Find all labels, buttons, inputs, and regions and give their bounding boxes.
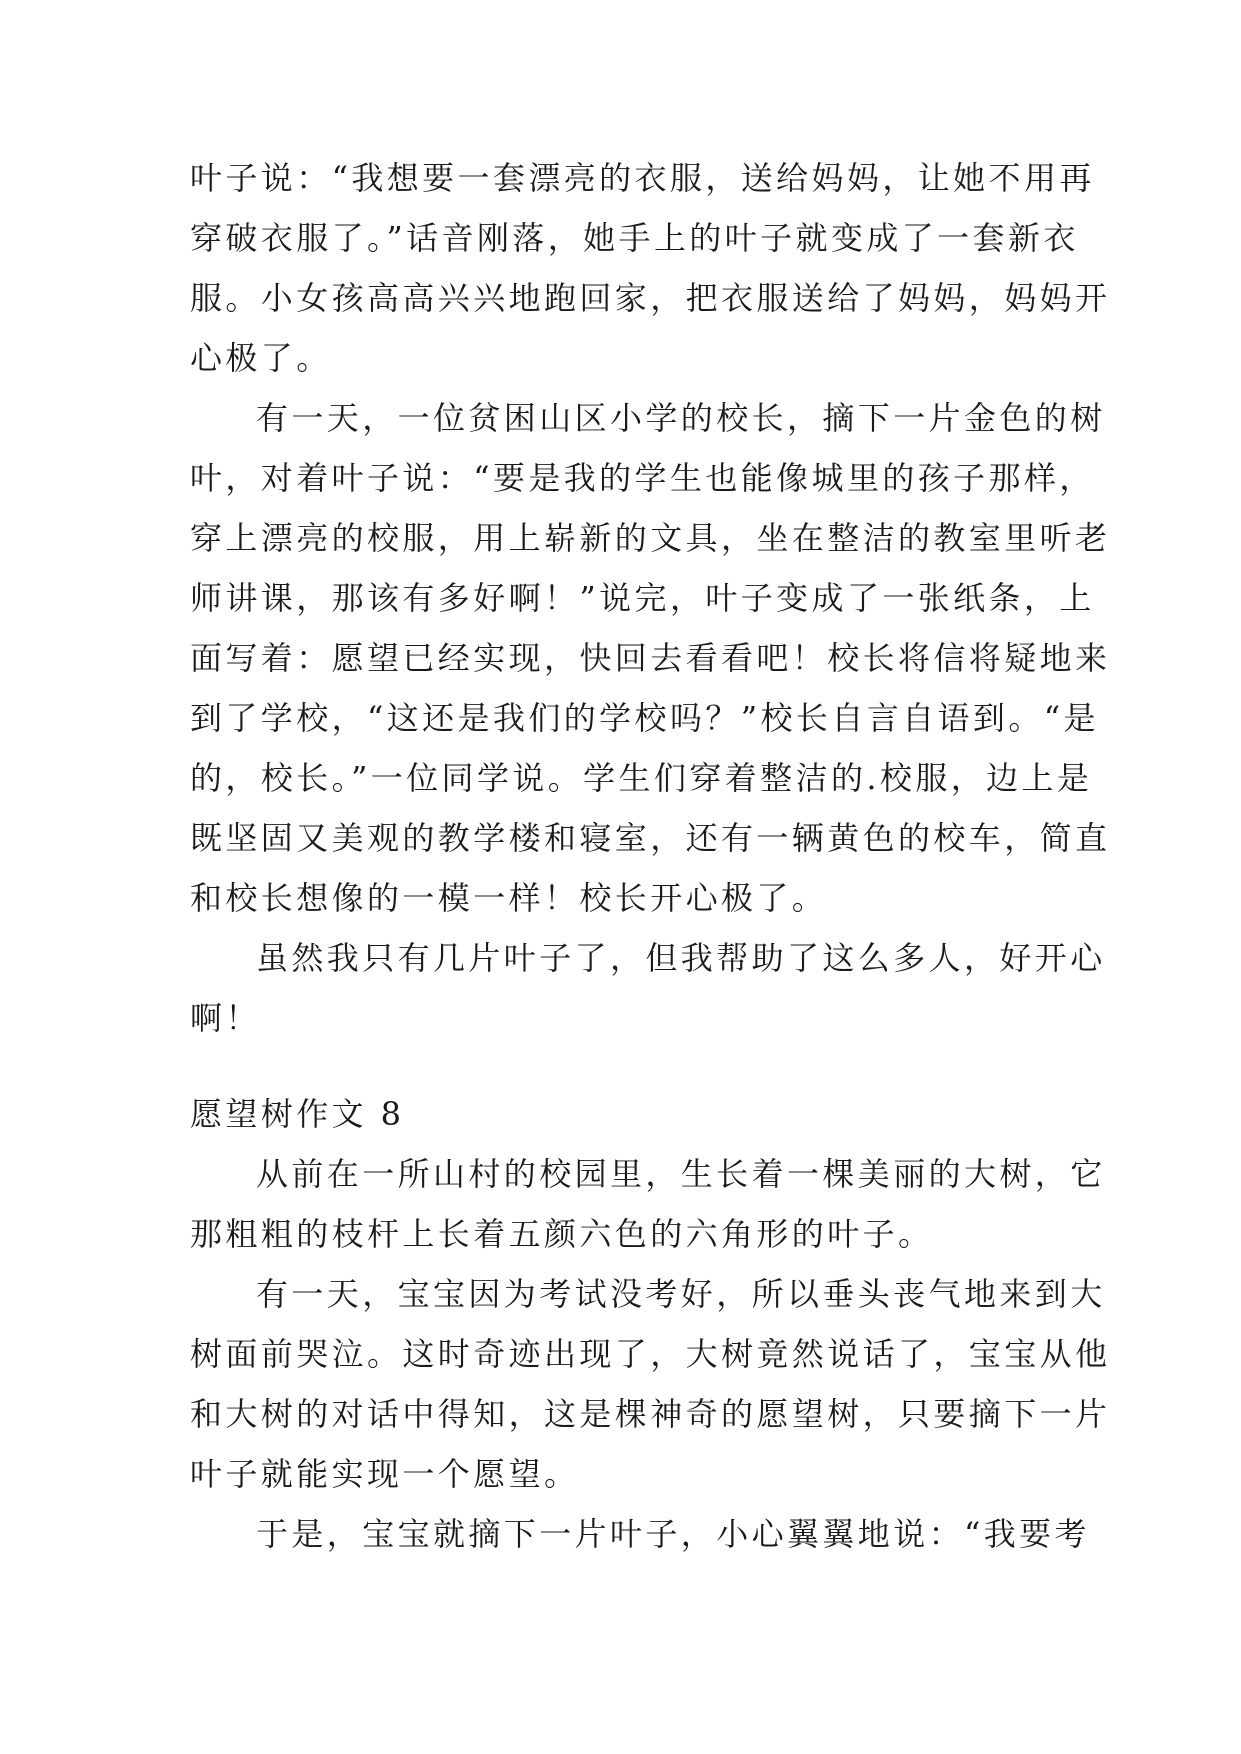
text-line: 穿破衣服了。”话音刚落，她手上的叶子就变成了一套新衣	[190, 219, 1079, 257]
text-line: 从前在一所山村的校园里，生长着一棵美丽的大树，它	[256, 1155, 1106, 1193]
text-line: 那粗粗的枝杆上长着五颜六色的六角形的叶子。	[190, 1215, 934, 1253]
text-line: 有一天，宝宝因为考试没考好，所以垂头丧气地来到大	[256, 1275, 1106, 1313]
text-line: 于是，宝宝就摘下一片叶子，小心翼翼地说：“我要考	[256, 1515, 1090, 1553]
text-line: 到了学校，“这还是我们的学校吗？”校长自言自语到。“是	[190, 699, 1099, 737]
text-line: 的，校长。”一位同学说。学生们穿着整洁的.校服，边上是	[190, 759, 1093, 797]
text-line: 和校长想像的一模一样！校长开心极了。	[190, 879, 828, 917]
text-line: 叶，对着叶子说：“要是我的学生也能像城里的孩子那样，	[190, 459, 1095, 497]
text-line: 穿上漂亮的校服，用上崭新的文具，坐在整洁的教室里听老	[190, 519, 1111, 557]
section-heading: 愿望树作文 8	[190, 1095, 405, 1133]
text-line: 服。小女孩高高兴兴地跑回家，把衣服送给了妈妈，妈妈开	[190, 279, 1111, 317]
text-line: 心极了。	[190, 339, 332, 377]
text-line: 师讲课，那该有多好啊！”说完，叶子变成了一张纸条，上	[190, 579, 1095, 617]
text-line: 面写着：愿望已经实现，快回去看看吧！校长将信将疑地来	[190, 639, 1111, 677]
text-line: 虽然我只有几片叶子了，但我帮助了这么多人，好开心	[256, 939, 1106, 977]
text-line: 叶子说：“我想要一套漂亮的衣服，送给妈妈，让她不用再	[190, 159, 1095, 197]
text-line: 既坚固又美观的教学楼和寝室，还有一辆黄色的校车，简直	[190, 819, 1111, 857]
text-line: 树面前哭泣。这时奇迹出现了，大树竟然说话了，宝宝从他	[190, 1335, 1111, 1373]
text-line: 有一天，一位贫困山区小学的校长，摘下一片金色的树	[256, 399, 1106, 437]
text-line: 啊！	[190, 999, 261, 1037]
text-line: 叶子就能实现一个愿望。	[190, 1455, 580, 1493]
text-line: 和大树的对话中得知，这是棵神奇的愿望树，只要摘下一片	[190, 1395, 1111, 1433]
